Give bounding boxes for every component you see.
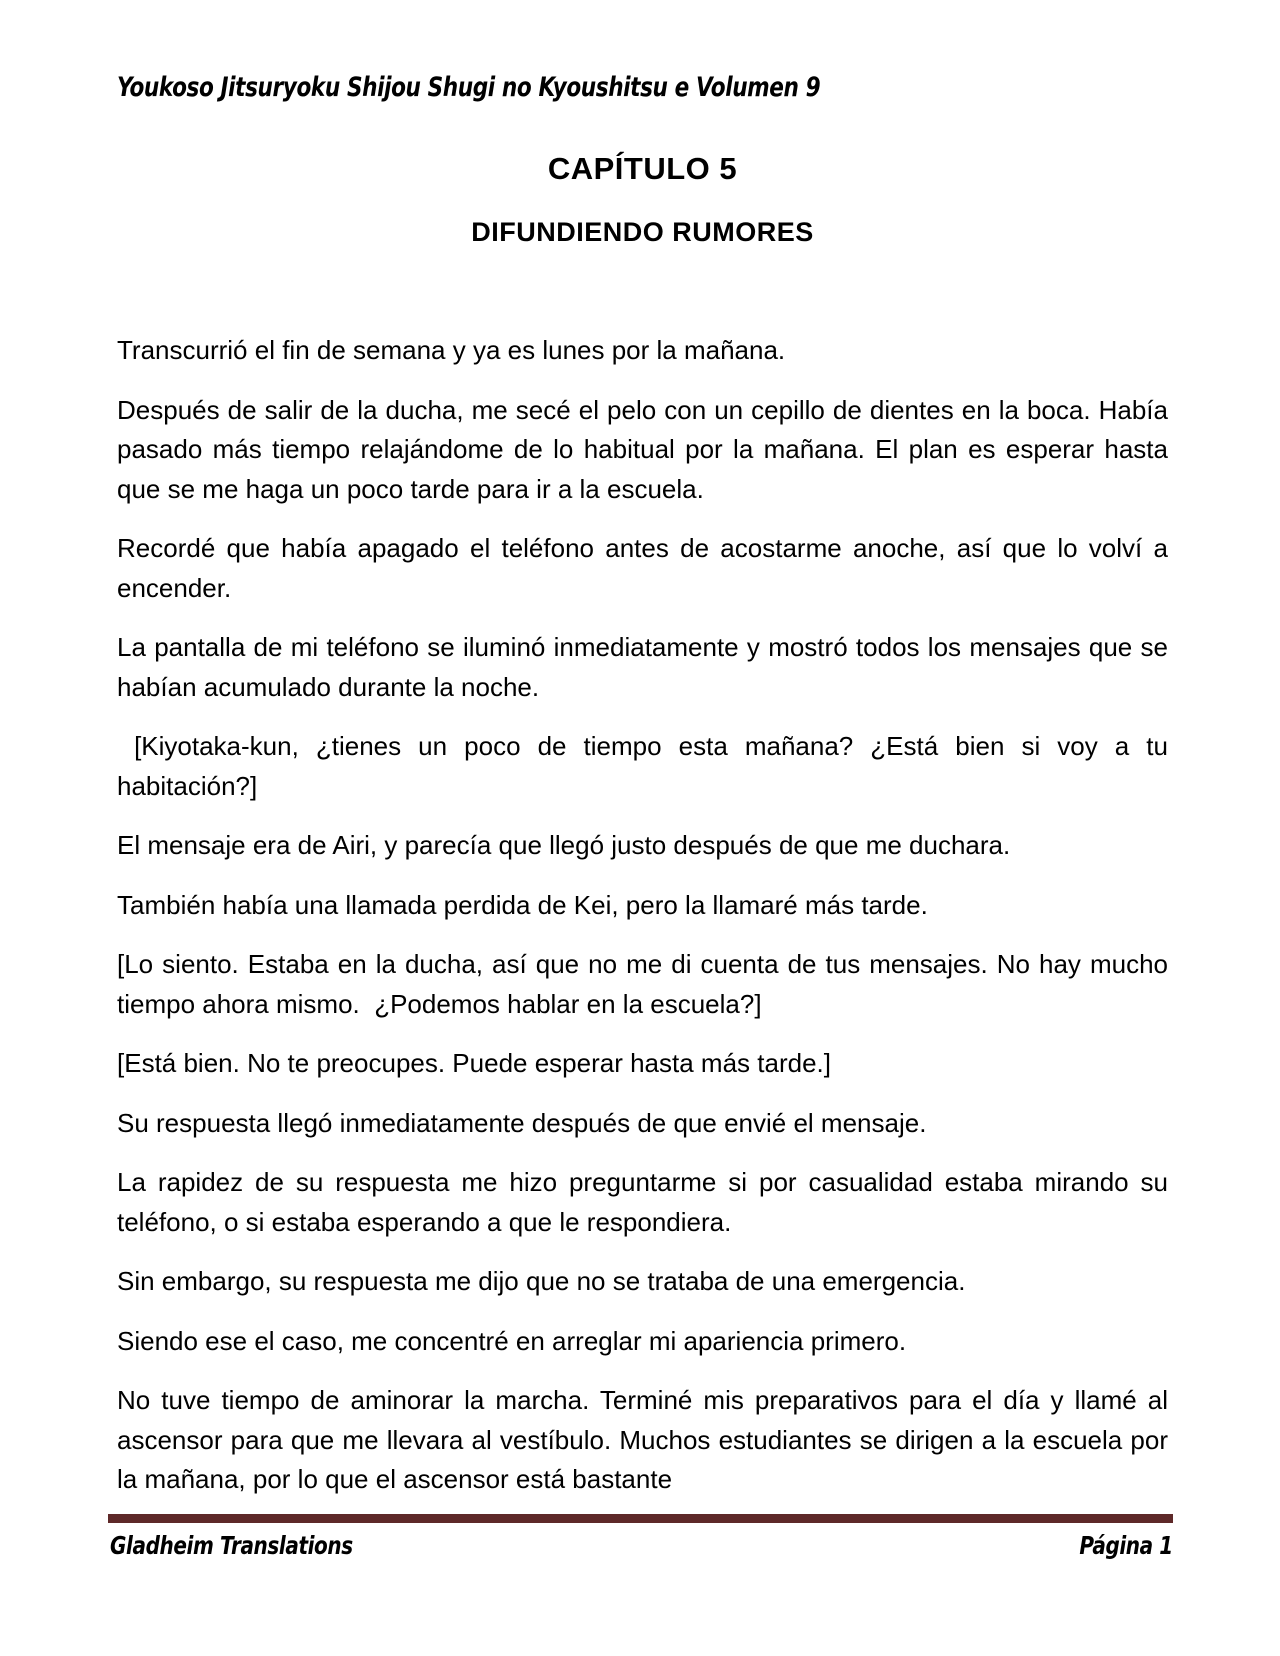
paragraph: No tuve tiempo de aminorar la marcha. Terminé mis preparativos para el día y llamé al ascensor para que me llevara al vestíbulo. Muchos estudiantes se dirigen a la escuela por la mañana, por lo que el ascensor está bastante	[117, 1385, 1176, 1494]
chapter-title: CAPÍTULO 5	[547, 151, 738, 186]
footer-page-number: Página 1	[1079, 1531, 1173, 1560]
paragraph: Su respuesta llegó inmediatamente después de que envié el mensaje.	[117, 1107, 927, 1138]
footer-rule	[108, 1514, 1173, 1523]
paragraph: El mensaje era de Airi, y parecía que llegó justo después de que me duchara.	[117, 830, 1011, 860]
paragraph: La pantalla de mi teléfono se iluminó inmediatamente y mostró todos los mensajes que se habían acumulado durante la noche.	[117, 632, 1176, 702]
paragraph: Transcurrió el fin de semana y ya es lunes por la mañana.	[117, 335, 786, 365]
paragraph: Siendo ese el caso, me concentré en arreglar mi apariencia primero.	[117, 1325, 907, 1356]
chapter-body	[117, 331, 1176, 1520]
chapter-subtitle: DIFUNDIENDO RUMORES	[471, 217, 814, 247]
paragraph: [Lo siento. Estaba en la ducha, así que no me di cuenta de tus mensajes. No hay mucho tiempo ahora mismo. ¿Podemos hablar en la escuela?]	[117, 949, 1176, 1019]
footer-translator: Gladheim Translations	[110, 1531, 353, 1560]
paragraph: Sin embargo, su respuesta me dijo que no se trataba de una emergencia.	[117, 1266, 966, 1296]
paragraph: La rapidez de su respuesta me hizo preguntarme si por casualidad estaba mirando su teléfono, o si estaba esperando a que le respondiera.	[117, 1167, 1176, 1237]
page-footer	[110, 1531, 1173, 1560]
paragraph: [Está bien. No te preocupes. Puede esperar hasta más tarde.]	[117, 1048, 831, 1078]
running-title: Youkoso Jitsuryoku Shijou Shugi no Kyoushitsu e Volumen 9	[117, 72, 821, 103]
content-column	[117, 0, 1176, 1656]
paragraph: Después de salir de la ducha, me secé el pelo con un cepillo de dientes en la boca. Había pasado más tiempo relajándome de lo habitual por la mañana. El plan es esperar hasta que se me haga un poco tarde para ir a la escuela.	[117, 394, 1176, 504]
paragraph: Recordé que había apagado el teléfono antes de acostarme anoche, así que lo volví a encender.	[117, 533, 1176, 603]
paragraph: También había una llamada perdida de Kei, pero la llamaré más tarde.	[117, 889, 928, 920]
paragraph: [Kiyotaka-kun, ¿tienes un poco de tiempo esta mañana? ¿Está bien si voy a tu habitación?]	[117, 731, 1176, 801]
